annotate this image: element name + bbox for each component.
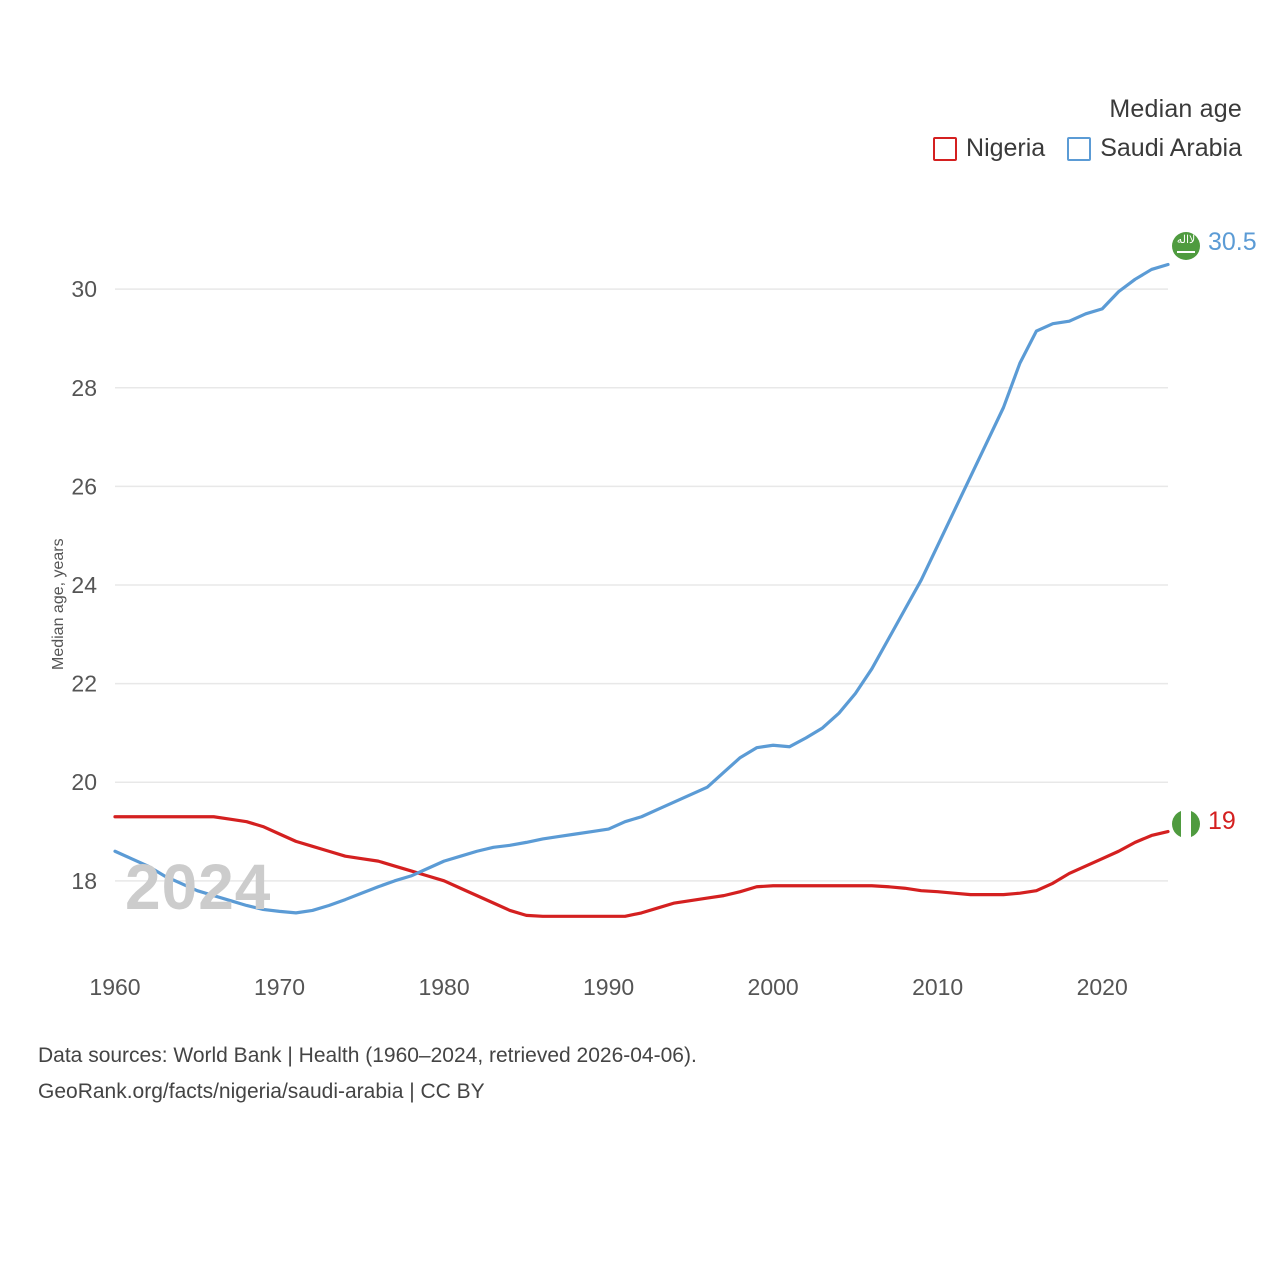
saudi-arabia-flag-icon [1172,232,1200,260]
legend-title: Median age [1109,95,1242,123]
y-tick-label: 24 [71,572,97,598]
flag-stripe-green-left [1172,810,1181,838]
x-tick-label: 1970 [253,974,306,1000]
y-tick-label: 30 [71,276,97,303]
footer-data-sources: Data sources: World Bank | Health (1960–2024, retrieved 2026-04-06). [38,1044,697,1067]
end-label-saudi-arabia: 30.5 [1208,228,1257,256]
x-tick-labels [89,974,1127,1000]
chart-footer [38,1038,697,1110]
gridlines [115,289,1168,881]
footer-attribution: GeoRank.org/facts/nigeria/saudi-arabia | CC BY [38,1080,485,1103]
end-label-nigeria: 19 [1208,807,1236,835]
y-tick-label: 22 [71,670,97,697]
flag-stripe-white [1181,810,1190,838]
legend-label-nigeria: Nigeria [966,134,1046,162]
year-watermark: 2024 [125,851,272,923]
series-line-nigeria [115,817,1168,917]
x-tick-label: 2020 [1076,974,1128,1000]
nigeria-flag-icon [1172,810,1200,838]
legend-label-saudi-arabia: Saudi Arabia [1100,134,1242,162]
y-axis-title: Median age, years [50,538,67,670]
x-tick-label: 1980 [418,974,470,1000]
flag-arabic-text: لااله [1176,234,1196,246]
flag-sword [1177,251,1195,253]
x-tick-label: 2000 [747,974,799,1000]
y-tick-label: 26 [71,473,97,500]
series-line-saudi-arabia [115,265,1168,913]
y-tick-label: 18 [71,867,97,894]
x-tick-label: 2010 [912,974,964,1000]
y-tick-label: 28 [71,374,97,401]
series-lines [115,265,1168,917]
y-tick-label: 20 [71,769,97,796]
x-tick-label: 1990 [583,974,635,1000]
x-tick-label: 1960 [89,974,141,1000]
flag-stripe-green-right [1191,810,1200,838]
y-tick-labels [71,276,97,894]
